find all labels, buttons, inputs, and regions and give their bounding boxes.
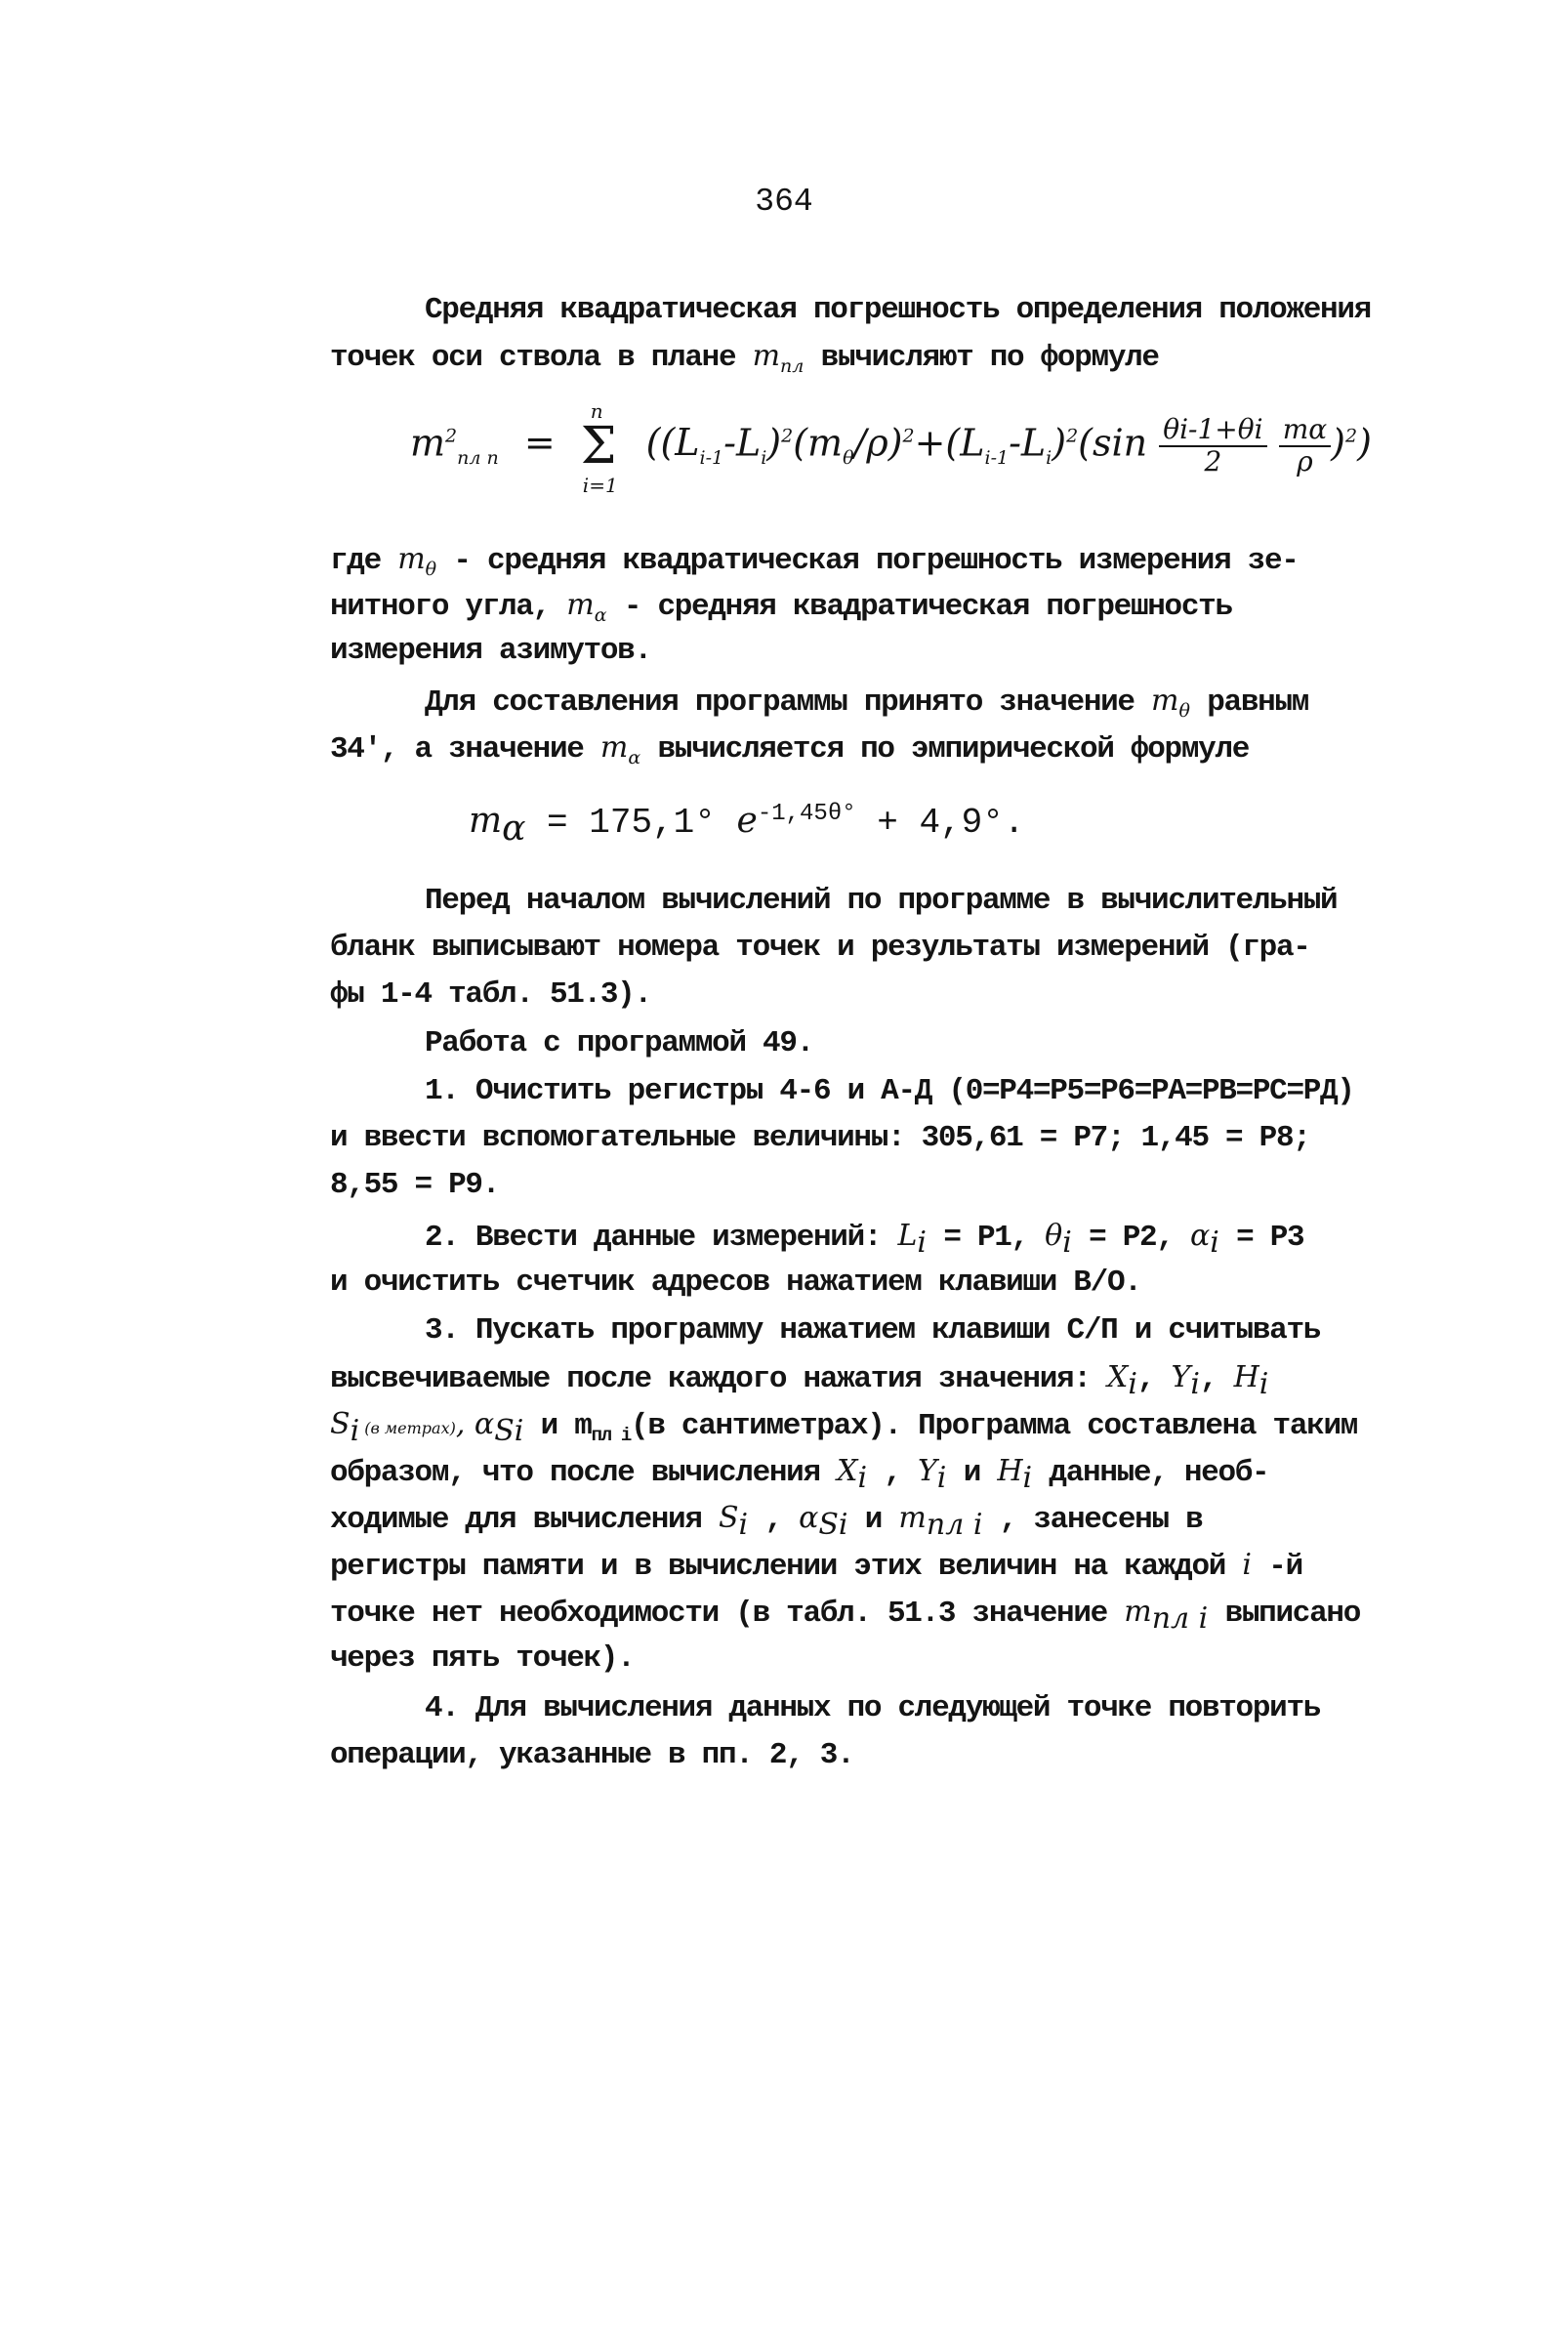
symbol-m-alpha: $m_\alpha$ — [566, 588, 607, 626]
step-4-line-1: 4. Для вычисления данных по следующей точке повторить — [425, 1691, 1321, 1725]
step-3-line-4: образом, что после вычисления $X_i$ , $Y_i$ и $H_i$ данные, необ- — [330, 1454, 1269, 1496]
work-heading: Работа с программой 49. — [425, 1026, 813, 1060]
symbol-m-pl: $m_{пл}$ — [752, 339, 805, 377]
step-1-line-2: и ввести вспомогательные величины: 305,61 = Р7; 1,45 = Р8; — [330, 1121, 1310, 1155]
fraction-theta: $\frac{\theta i-1+\theta i}{2}$ — [1159, 415, 1266, 477]
step-2-line-2: и очистить счетчик адресов нажатием клавиши В/О. — [330, 1266, 1141, 1300]
text-fragment: вычисляют по формуле — [804, 341, 1159, 375]
before-line-3: фы 1-4 табл. 51.3). — [330, 977, 651, 1012]
sum-sign: Σ n i=1 — [580, 399, 618, 498]
step-3-line-1: 3. Пускать программу нажатием клавиши С/П и считывать — [425, 1313, 1321, 1348]
step-3-line-8: через пять точек). — [330, 1641, 635, 1676]
fraction-m-alpha: $\frac{m\alpha}{\rho}$ — [1279, 415, 1331, 477]
intro-line-2 — [330, 339, 1159, 375]
formula-mpl: $m^2_{пл n} = \Sigma$ n i=1 ($(L_{i-1}-L_i)^2(m_\theta/\rho)^2+(L_{i-1}-L_i)^2(\sin$ $\frac{\theta i-1+\theta i}{2}$ $\frac{m\alpha}{\rho}$ )$^2$) — [410, 399, 1372, 498]
symbol-m-theta: $m_\theta$ — [1151, 684, 1190, 722]
intro-line-1: Средняя квадратическая погрешность определения положения — [425, 293, 1371, 327]
program-line-1: Для составления программы принято значение $m_\theta$ равным — [425, 684, 1309, 722]
formula-m-alpha: $m_\alpha = 175,1^\circ$ $e^{-1,45\theta^\circ} + 4,9^\circ$. — [469, 801, 1025, 850]
step-3-line-7: точке нет необходимости (в табл. 51.3 значение $m_{пл i}$ выписано — [330, 1595, 1360, 1637]
symbol-m-alpha: $m_\alpha$ — [599, 730, 641, 768]
step-1-line-3: 8,55 = Р9. — [330, 1168, 500, 1202]
step-3-line-5: ходимые для вычисления $S_i$ , $\alpha_{Si}$ и $m_{пл i}$ , занесены в — [330, 1501, 1203, 1543]
step-4-line-2: операции, указанные в пп. 2, 3. — [330, 1738, 854, 1772]
step-3-line-3: $S_i$ (в метрах), $\alpha_{Si}$ и $m_{пл i}(в$ сантиметрах). Программа составлена таким — [330, 1407, 1358, 1449]
step-2-line-1: 2. Ввести данные измерений: $L_i = Р1$, $\theta_i = Р2$, $\alpha_i = Р3$ — [425, 1219, 1304, 1261]
before-line-2: бланк выписывают номера точек и результаты измерений (гра- — [330, 931, 1310, 965]
program-line-2: 34′, а значение $m_\alpha$ вычисляется по эмпирической формуле — [330, 730, 1250, 768]
step-3-line-2: высвечиваемые после каждого нажатия значения: $X_i$, $Y_i$, $H_i$ — [330, 1360, 1269, 1402]
step-1-line-1: 1. Очистить регистры 4-6 и А-Д (0=Р4=Р5=Р6=РА=РВ=РС=РД) — [425, 1074, 1354, 1108]
where-line-1: где $m_\theta$ - средняя квадратическая погрешность измерения зе- — [330, 542, 1299, 580]
page-number: 364 — [755, 184, 813, 220]
where-line-2: нитного угла, $m_\alpha$ - средняя квадратическая погрешность — [330, 588, 1232, 626]
before-line-1: Перед началом вычислений по программе в вычислительный — [425, 884, 1338, 918]
symbol-m-theta: $m_\theta$ — [397, 542, 437, 580]
where-line-3: измерения азимутов. — [330, 634, 651, 668]
step-3-line-6: регистры памяти и в вычислении этих величин на каждой i -й — [330, 1548, 1302, 1584]
text-fragment: точек оси ствола в плане — [330, 341, 753, 375]
